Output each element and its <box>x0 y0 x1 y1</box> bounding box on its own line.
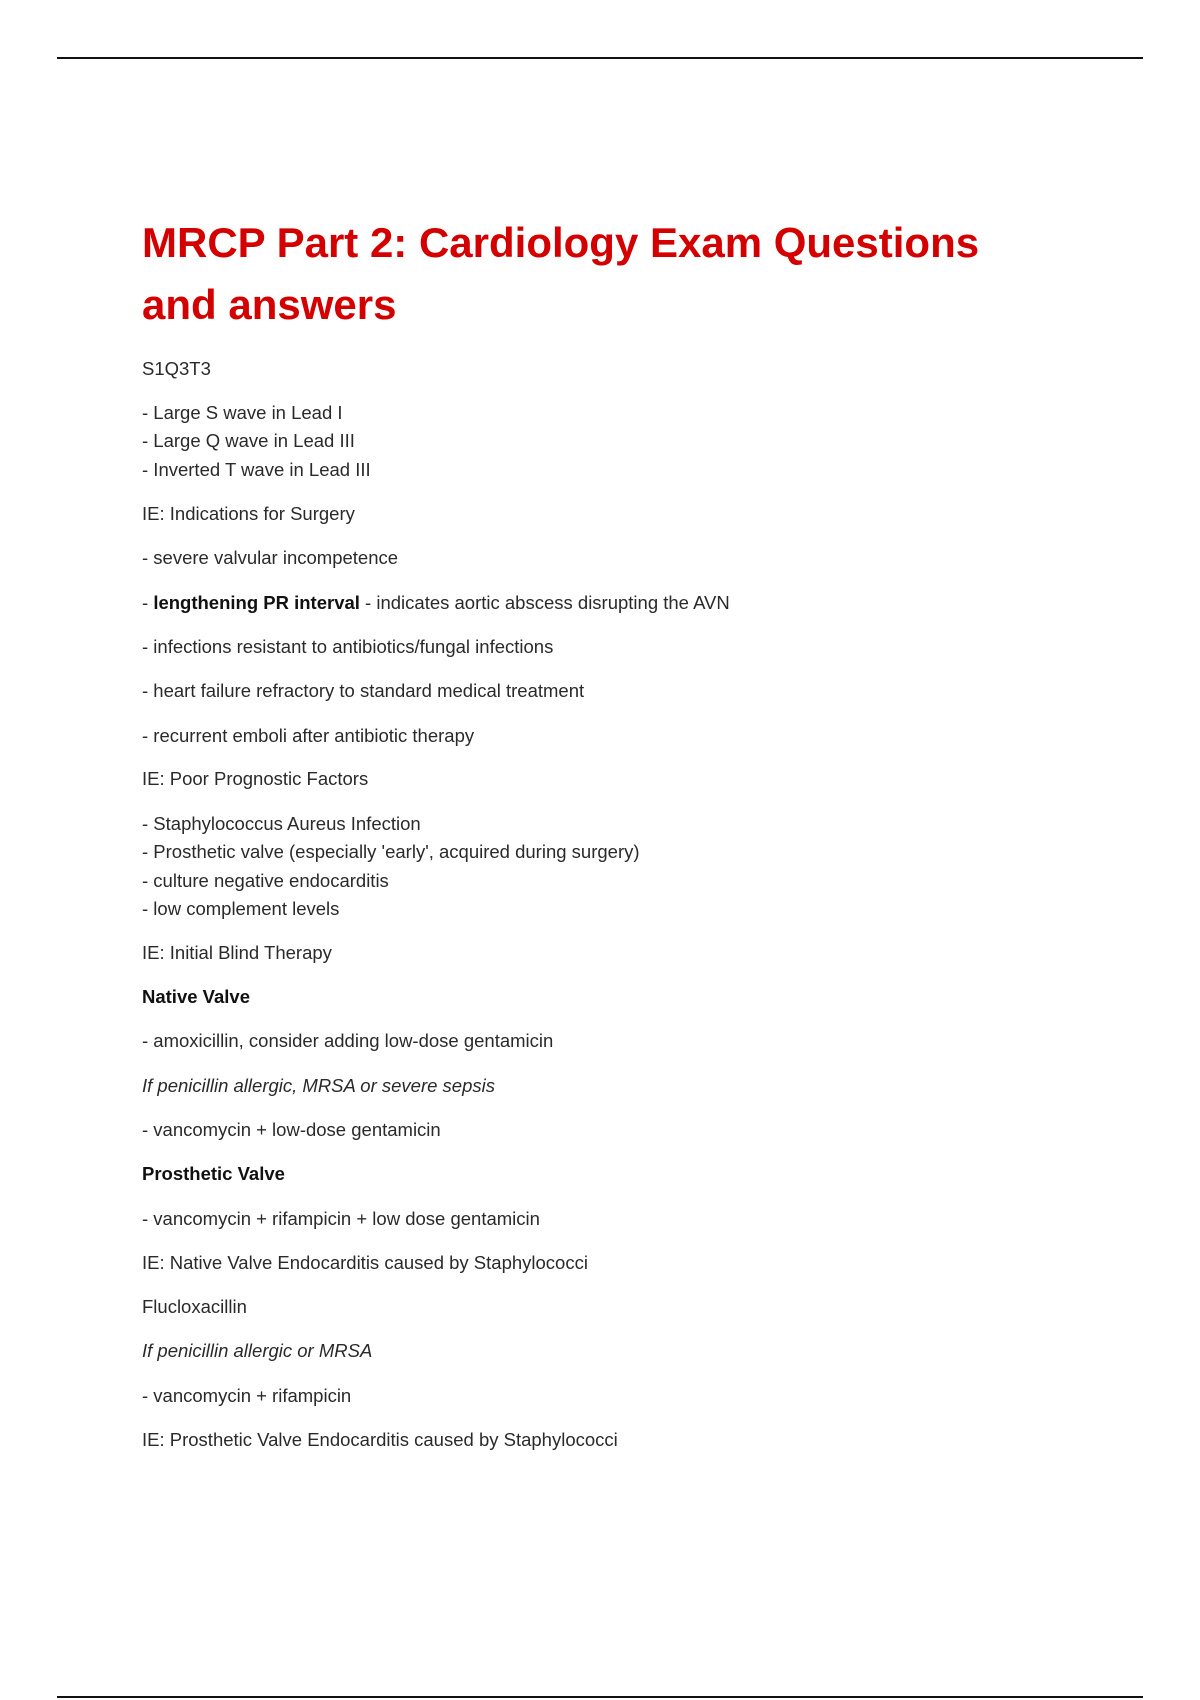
list-item: - severe valvular incompetence <box>142 547 399 568</box>
list-item: - Large Q wave in Lead III <box>142 430 355 451</box>
list-item: - low complement levels <box>142 898 340 919</box>
list-item: - Prosthetic valve (especially 'early', acquired during surgery) <box>142 841 640 862</box>
native-valve-heading: Native Valve <box>142 986 250 1007</box>
list-item: - Large S wave in Lead I <box>142 402 343 423</box>
list-item: - infections resistant to antibiotics/fungal infections <box>142 636 554 657</box>
list-item: - culture negative endocarditis <box>142 870 389 891</box>
list-item: - vancomycin + low-dose gentamicin <box>142 1119 441 1140</box>
answer: Flucloxacillin <box>142 1296 247 1317</box>
bold-term: lengthening PR interval <box>153 592 360 613</box>
question-ie-prosthetic-staph: IE: Prosthetic Valve Endocarditis caused by Staphylococci <box>142 1429 618 1450</box>
question-ie-surgery: IE: Indications for Surgery <box>142 503 355 524</box>
list-item: - Inverted T wave in Lead III <box>142 459 371 480</box>
list-item: - vancomycin + rifampicin + low dose gentamicin <box>142 1208 540 1229</box>
list-item: - vancomycin + rifampicin <box>142 1385 352 1406</box>
list-item <box>142 591 730 615</box>
list-item: - heart failure refractory to standard medical treatment <box>142 680 585 701</box>
question-ie-native-staph: IE: Native Valve Endocarditis caused by Staphylococci <box>142 1252 588 1273</box>
dash-prefix: - <box>142 592 154 613</box>
list-item: - recurrent emboli after antibiotic therapy <box>142 725 475 746</box>
prosthetic-valve-heading: Prosthetic Valve <box>142 1163 285 1184</box>
header-rule <box>57 57 1143 59</box>
allergy-note: If penicillin allergic or MRSA <box>142 1340 373 1361</box>
item-explanation: - indicates aortic abscess disrupting the AVN <box>359 592 730 613</box>
question-s1q3t3: S1Q3T3 <box>142 358 211 379</box>
question-ie-prognostic: IE: Poor Prognostic Factors <box>142 768 369 789</box>
footer-rule <box>57 1696 1143 1698</box>
list-item: - amoxicillin, consider adding low-dose gentamicin <box>142 1030 554 1051</box>
list-item: - Staphylococcus Aureus Infection <box>142 813 421 834</box>
page-title: MRCP Part 2: Cardiology Exam Questions and answers <box>142 219 980 328</box>
question-ie-blind-therapy: IE: Initial Blind Therapy <box>142 942 332 963</box>
allergy-note: If penicillin allergic, MRSA or severe sepsis <box>142 1075 495 1096</box>
